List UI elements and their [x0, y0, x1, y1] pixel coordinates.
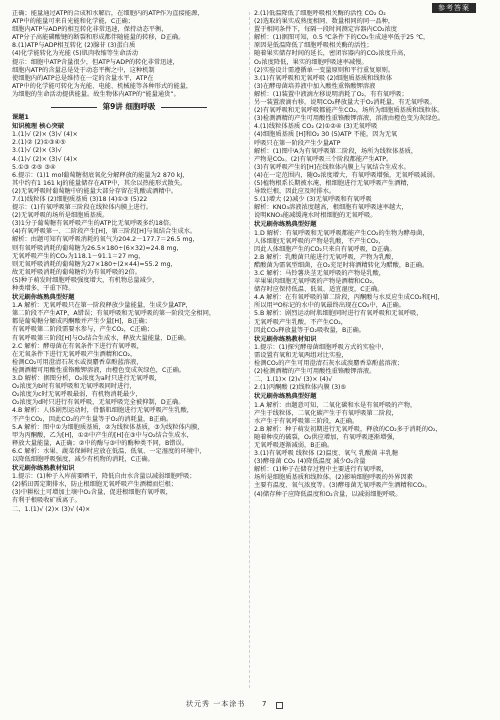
answer-line: 随着果实储存时间的延长，密闭容器内的CO₂浓度升高， — [254, 50, 410, 58]
answer-line: 5.①③ ②⑤ ③④ — [12, 163, 56, 171]
answer-line: 提示：细胞中ATP含量很少，但ATP与ADP的转化非常迅速， — [12, 58, 179, 66]
answer-line: 提示：(1)有氧呼吸第三阶段在线粒体内膜上进行。 — [12, 204, 153, 212]
answer-line: 细胞内ATP的含量总是处于动态平衡之中，这种机制 — [12, 66, 155, 74]
answer-line: 所以用¹⁸O标记的水中的氧最终出现在CO₂中，A正确。 — [254, 302, 405, 310]
answer-line: 无氧呼吸逐渐减弱，B正确。 — [254, 441, 334, 449]
title-rule-left — [51, 107, 97, 108]
answer-line: 正确；能量通过ATP的合成和水解后，在细胞内的ATP作为直接能源， — [12, 10, 204, 17]
answer-line: 1.(1)√ (2)× (3)√ (4)× — [12, 131, 78, 139]
left-top-block — [12, 10, 246, 99]
answer-line: 5.B 解析：剧烈运动时肌细胞同时进行有氧呼吸和无氧呼吸， — [254, 310, 423, 318]
answer-line: 检测CO₂的产生可用澄清石灰水或溴麝香草酚蓝溶液； — [254, 360, 404, 368]
answer-line: O₂浓度为c时无氧呼吸最弱，有机物消耗最少， — [12, 391, 142, 399]
answer-line: 人体细胞无氧呼吸的产物是乳酸，不产生CO₂， — [254, 237, 385, 245]
answer-line: 1.D 解析：有氧呼吸和无氧呼吸都能产生CO₂的生物为酵母菌， — [254, 229, 429, 237]
answer-line: 2.B 解析：乳酸菌只能进行无氧呼吸，产物为乳酸， — [254, 253, 398, 261]
answer-line: (4)有氧呼吸第一、二阶段产生[H]，第三阶段[H]与氧结合生成水。 — [12, 228, 197, 236]
answer-line: (4)化学能转化为光能 (5)肌肉收缩等生命活动 — [12, 50, 138, 58]
answer-line: 7.(1)线粒体 (2)细胞质基质 (3)18 (4)①③ (5)22 — [12, 195, 148, 203]
answer-line: 醋酸菌为需氧型细菌，在O₂充足时将酒精转化为醋酸，B正确。 — [254, 261, 429, 269]
answer-line: 第二阶段不产生ATP，A错误；有氧呼吸和无氧呼吸的第一阶段完全相同， — [12, 310, 216, 318]
section-answers — [254, 344, 490, 393]
answer-line: 水产生于有氧呼吸第三阶段，A正确。 — [254, 417, 359, 425]
answer-line: 其中约有1 161 kJ的能量储存在ATP中，其余以热能形式散失。 — [12, 179, 187, 187]
answer-line: (3)有氧呼吸产生的[H]在线粒体内膜上与氧结合生成水。 — [254, 163, 410, 171]
answer-line: 原因是低温降低了细胞呼吸相关酶的活性； — [254, 42, 373, 50]
right-column — [254, 10, 490, 690]
answer-line: 2.C 解析：酵母菌在有氧条件下进行有氧呼吸， — [12, 342, 144, 350]
page-number: 7 — [262, 700, 267, 708]
section-answers — [254, 402, 490, 499]
answer-line: 苹果果肉细胞无氧呼吸的产物是酒精和CO₂， — [254, 278, 379, 286]
answer-line: 3.(1)√ (2)× (3)√ — [12, 147, 62, 155]
answer-line: 因此人体细胞产生的CO₂只来自有氧呼吸，D正确。 — [254, 245, 396, 253]
answer-line: 有利于根吸收矿质离子。 — [12, 497, 81, 505]
answer-line: 有氧呼吸第二阶段需要水参与，产生CO₂，C正确； — [12, 326, 154, 334]
answer-line: 3.(1)有氧呼吸和无氧呼吸 (2)细胞质基质和线粒体 — [254, 74, 393, 82]
section-answers — [12, 473, 246, 513]
answer-line: (3)1分子葡萄糖有氧呼吸产生的ATP比无氧呼吸多约18倍。 — [12, 220, 176, 228]
answer-line: 解析：由题可知有氧呼吸消耗的氧气为204.2－177.7＝26.5 mg， — [12, 236, 199, 244]
answer-line: 8.(1)ATP与ADP相互转化 (2)腺苷 (3)蛋白质 — [12, 42, 136, 50]
answer-line: 4.(1)线粒体基质 CO₂ (2)①②④ (3)无氧呼吸 — [254, 123, 378, 131]
answer-line: 解析：KNO₃溶液浓度越高，根细胞有氧呼吸速率越大， — [254, 204, 408, 212]
answer-line: 1.提示：(1)探究酵母菌细胞呼吸方式的实验中， — [254, 343, 388, 351]
answer-line: (3)中耕松土可增加土壤中O₂含量，促进根细胞有氧呼吸， — [12, 489, 173, 497]
answer-line: 产生于线粒体，二氧化碳产生于有氧呼吸第二阶段， — [254, 409, 398, 417]
answer-line: 主要有温度、氧气浓度等。(3)酵母菌无氧呼吸产生酒精和CO₂。 — [254, 482, 431, 490]
answer-line: (2)稻田需定期排水，防止根细胞无氧呼吸产生酒精而烂根； — [12, 481, 178, 489]
section-heading: 状元刷你练熟典型好题 — [254, 221, 317, 229]
answer-line: 呼吸只在第一阶段产生少量ATP — [254, 139, 341, 147]
answer-line: 1.A 解析：由题意可知，二氧化碳和水是有氧呼吸的产物， — [254, 401, 417, 409]
answer-line: 2.(1)丙酮酸 (2)线粒体内膜 (3)⑤ — [254, 384, 347, 392]
answer-line: 解析：(1)种子在储存过程中主要进行有氧呼吸， — [254, 466, 388, 474]
answer-line: (3)检测酒精的产生可用酸性重铬酸钾溶液，溶液由橙色变为灰绿色。 — [254, 115, 445, 123]
title-rule-right — [161, 107, 207, 108]
section-heading: 课题1 — [12, 114, 29, 122]
answer-line: (4)细胞质基质 [H]和O₂ 30 (5)ATP 不能，因为无氧 — [254, 131, 398, 139]
answer-line: 4.B 解析：人体剧烈运动时，骨骼肌细胞进行无氧呼吸产生乳酸， — [12, 407, 193, 415]
answer-line: 另一装置液滴右移，说明CO₂释放量大于O₂消耗量，有无氧呼吸。 — [254, 99, 436, 107]
answer-line: 3.D 解析：据图分析，O₂浓度为a时只进行无氧呼吸， — [12, 375, 162, 383]
answer-line: (3)酵母菌 CO₂ (4)降低温度 减少O₂含量 — [254, 458, 366, 466]
answer-line: 使细胞内的ATP总是维持在一定的含量水平，ATP在 — [12, 74, 154, 82]
page-marker-square — [276, 702, 283, 709]
answer-line: 释放大量能量，A正确；②中的酶与③中的酶种类不同，B错误。 — [12, 439, 189, 447]
answer-line: (2)有氧呼吸和无氧呼吸都能产生CO₂，场所为细胞质基质和线粒体。 — [254, 107, 444, 115]
answer-line: 1.A 解析：无氧呼吸只在第一阶段释放少量能量，生成少量ATP， — [12, 302, 192, 310]
answer-line: O₂浓度降低，果实的细胞呼吸速率减慢。 — [254, 58, 368, 66]
answer-line: ATP中的能量可来自光能和化学能，C正确； — [12, 18, 134, 26]
section-heading: 状元刷你练熟典型好题 — [254, 393, 317, 401]
answer-line: 则无氧呼吸消耗的葡萄糖为27×180÷(2×44)≈55.2 mg， — [12, 260, 177, 268]
section-heading: 状元刷你练熟教材知识 — [12, 465, 75, 473]
answer-line: 随着种皮的破裂，O₂供应增加，有氧呼吸逐渐增强， — [254, 433, 399, 441]
section-answers — [12, 131, 246, 293]
answer-line: 检测酒精可用酸性重铬酸钾溶液，由橙色变成灰绿色，C正确。 — [12, 366, 186, 374]
lecture-title — [12, 101, 246, 112]
answer-line: 储存时应保持低温、低氧、适宜湿度，C正确。 — [254, 286, 384, 294]
answer-line: 说明KNO₃能减缓淹水时根细胞的无氧呼吸。 — [254, 212, 377, 220]
answer-line: 2.(1)② (2)①③④⑤ — [12, 139, 66, 147]
answer-line: 需设置有氧和无氧两组对比实验， — [254, 351, 348, 359]
answer-line: (5)种子萌发时细胞呼吸强度增大，有机物总量减少， — [12, 276, 159, 284]
right-top-block — [254, 10, 490, 220]
answer-line: 6.C 解析：水果、蔬菜保鲜时应放在低温、低氧、一定湿度的环境中， — [12, 447, 206, 455]
section-heading: 状元刷你练熟教材知识 — [254, 335, 317, 343]
section-answers — [254, 230, 490, 335]
answer-line: 1.提示：(1)种子入库前要晒干，降低自由水含量以减弱细胞呼吸； — [12, 473, 196, 481]
answer-line: 有氧呼吸第三阶段[H]与O₂结合生成水，释放大量能量，D正确。 — [12, 334, 191, 342]
answer-line: 2.(1)低温降低了细胞呼吸相关酶的活性 CO₂ O₂ — [254, 10, 386, 17]
lecture-title-text: 第9讲 细胞呼吸 — [102, 102, 156, 112]
answer-line: 解析：(1)装置中液滴左移说明消耗了O₂，有有氧呼吸； — [254, 90, 408, 98]
answer-line: 无氧呼吸产生乳酸，不产生CO₂， — [254, 318, 348, 326]
answer-line: (2)检测酒精的产生可用酸性重铬酸钾溶液。 — [254, 368, 376, 376]
page-footer — [0, 698, 500, 714]
answer-line: (2)无氧呼吸的场所是细胞质基质。 — [12, 212, 109, 220]
answer-line: 种类增多，干重下降。 — [12, 285, 75, 292]
answer-line: 3.C 解析：马铃薯块茎无氧呼吸的产物是乳酸， — [254, 270, 386, 277]
answer-line: 场所是细胞质基质和线粒体。(2)影响细胞呼吸的外界因素 — [254, 474, 413, 482]
answer-line: 5.A 解析：图中①为细胞质基质，②为线粒体基质，③为线粒体内膜， — [12, 423, 204, 431]
answer-line: 细胞内ATP与ADP的相互转化非常迅速，保持动态平衡， — [12, 26, 168, 34]
left-column — [12, 10, 246, 690]
answer-line: 2.B 解析：种子萌发初期进行无氧呼吸，释放的CO₂多于消耗的O₂， — [254, 425, 442, 433]
answer-line: 二、1.(1)× (2)√ (3)× (4)√ — [254, 376, 333, 384]
answer-line: 解析：(1)图中A为有氧呼吸第二阶段，场所为线粒体基质， — [254, 147, 418, 155]
answer-line: 产物是CO₂。(2)有氧呼吸三个阶段都能产生ATP。 — [254, 155, 393, 163]
answer-line: O₂浓度为b时有氧呼吸和无氧呼吸同时进行， — [12, 383, 136, 391]
answer-line: 4.(1)√ (2)× (3)√ (4)× — [12, 155, 78, 163]
section-heading: 状元刷你练熟典型好题 — [12, 294, 75, 302]
answer-line: ATP中的化学能可转化为光能、电能、机械能等各种形式的能量， — [12, 82, 193, 90]
answer-line: 检测CO₂可用澄清石灰水或溴麝香草酚蓝溶液， — [12, 358, 143, 366]
column-divider — [249, 12, 250, 688]
publisher-brand: 状元秀 一本涂书 — [186, 700, 246, 708]
answer-line: (5)植物根系长期被水淹，根细胞进行无氧呼吸产生酒精， — [254, 179, 413, 187]
answer-line: 甲为丙酮酸，乙为[H]，①②中产生的[H]在③中与O₂结合生成水， — [12, 431, 193, 439]
answer-line: 3.(1)有氧呼吸 线粒体 (2)温度、氧气 乳酸菌 丰乳糖 — [254, 450, 399, 458]
answer-line: 为细胞的生命活动提供能量。故生物体内ATP的“能量通货”。 — [12, 90, 180, 98]
answer-line: (2)实验设计需遵循单一变量原则和平行重复原则。 — [254, 66, 395, 74]
answer-line: (3)在酵母菌培养液中加入酸性重铬酸钾溶液 — [254, 82, 376, 90]
answer-line: 置于相同条件下，每隔一段时间测定容器内CO₂浓度 — [254, 26, 398, 34]
answer-line: 不产生CO₂，因此CO₂的产生量等于O₂的消耗量，B正确。 — [12, 415, 173, 423]
answer-line: 6.提示：(1)1 mol葡萄糖彻底氧化分解释放的能量为2 870 kJ， — [12, 171, 189, 179]
answer-line: 5.(1)增大 (2)减少 (3)无氧呼吸和有氧呼吸 — [254, 196, 372, 204]
answer-line: (4)在一定范围内，随O₂浓度增大，有氧呼吸增强，无氧呼吸减弱。 — [254, 171, 440, 179]
answer-line: 在无氧条件下进行无氧呼吸产生酒精和CO₂， — [12, 350, 137, 358]
answer-line: 4.A 解析：在有氧呼吸的第二阶段，丙酮酸与水反应生成CO₂和[H]， — [254, 294, 444, 302]
answer-line: (4)储存种子应降低温度和O₂含量，以减弱细胞呼吸。 — [254, 490, 402, 498]
section-answers — [12, 302, 246, 464]
answer-line: 解析：(1)据图可知，0.5 ℃条件下的CO₂生成速率低于25 ℃， — [254, 34, 430, 42]
answer-line: 导致烂根，因此应及时排水。 — [254, 188, 336, 196]
answer-line: 故无氧呼吸消耗的葡萄糖约为有氧呼吸的2倍。 — [12, 268, 141, 276]
answer-line: 则有氧呼吸消耗的葡萄糖为26.5×180÷(6×32)≈24.8 mg， — [12, 244, 183, 252]
answer-line: ATP分子高能磷酸键的断裂和形成都伴随能量的转移，D正确。 — [12, 34, 185, 42]
answer-key-badge: 参考答案 — [432, 3, 476, 13]
answer-line: 二、1.(1)√ (2)× (3)√ (4)× — [12, 505, 91, 513]
answer-line: (2)选取的果实成熟度相同、数量相同的同一品种， — [254, 18, 395, 26]
answer-line: 无氧呼吸产生的CO₂为118.1－91.1＝27 mg， — [12, 252, 145, 260]
answer-line: (2)无氧呼吸时葡萄糖中的能量大部分存留在乳酸或酒精中。 — [12, 187, 178, 195]
answer-line: 都是葡萄糖分解成丙酮酸并产生少量[H]，B正确； — [12, 318, 151, 326]
answer-line: O₂浓度为d时只进行有氧呼吸，无氧呼吸完全被抑制，D正确。 — [12, 399, 185, 407]
answer-line: 因此CO₂释放量等于O₂吸收量，B正确。 — [254, 326, 366, 334]
answer-line: 以降低细胞呼吸强度，减少有机物的消耗，C正确。 — [12, 455, 154, 463]
section-subheading: 知识梳理 核心突破 — [12, 123, 65, 131]
